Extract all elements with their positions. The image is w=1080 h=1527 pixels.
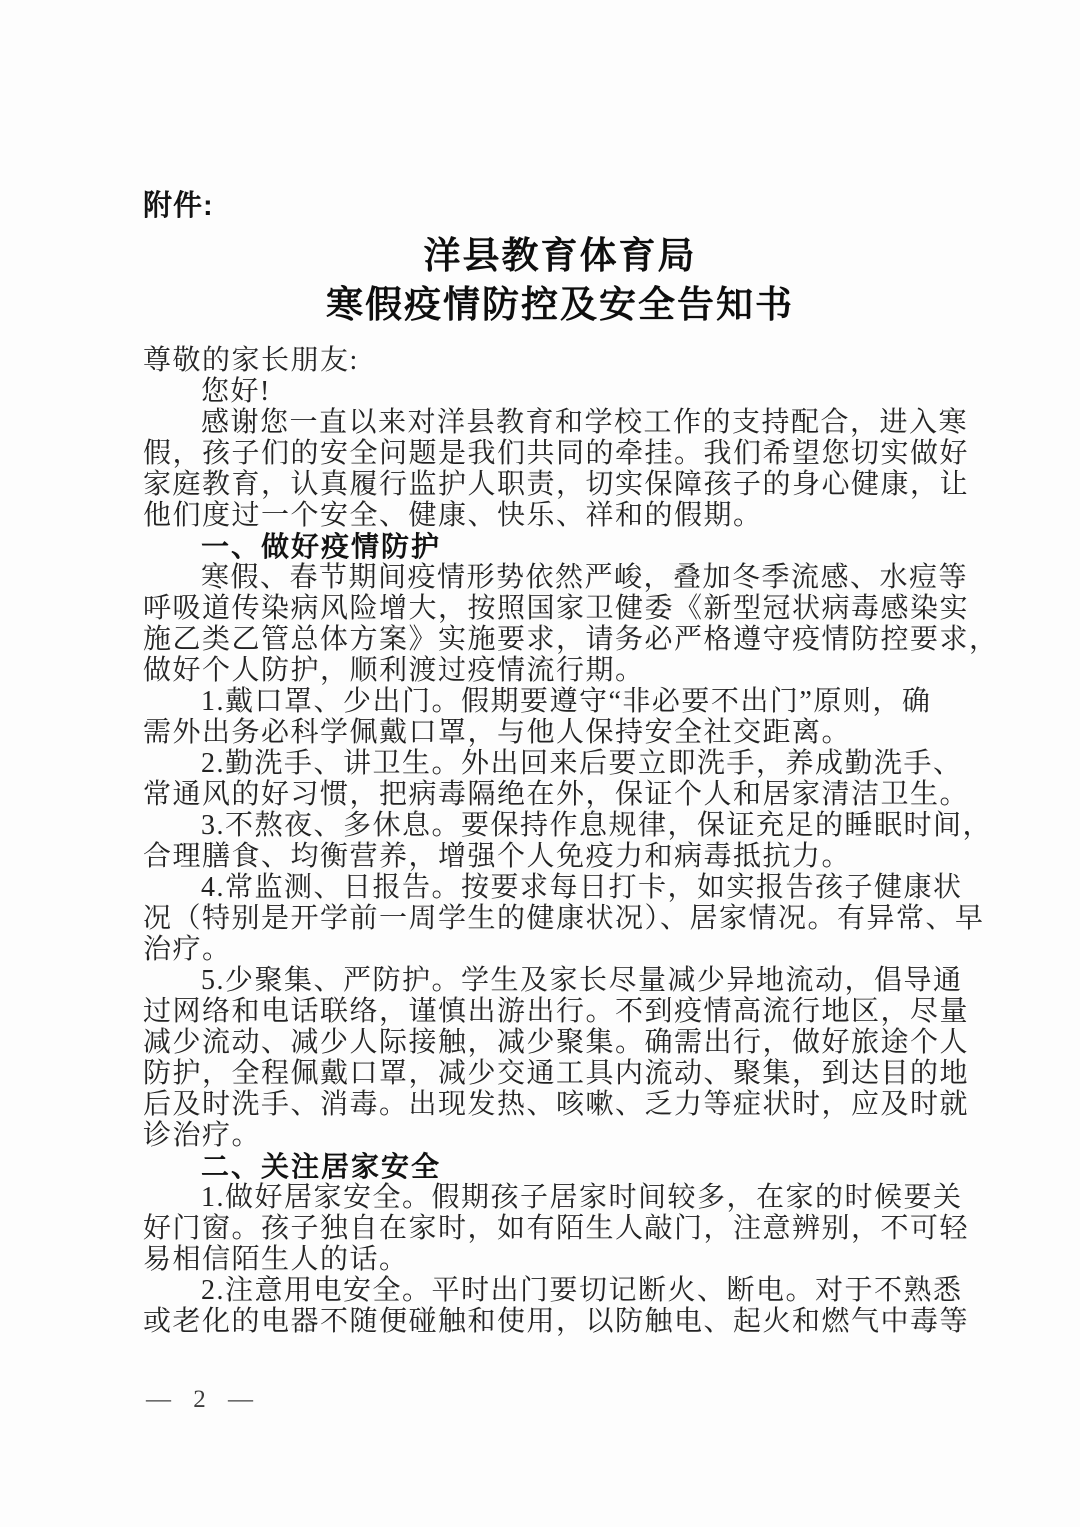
section-1-item-5-line: 后及时洗手、消毒。出现发热、咳嗽、乏力等症状时，应及时就 <box>143 1089 970 1120</box>
section-2-item-1-line: 好门窗。孩子独自在家时，如有陌生人敲门，注意辨别，不可轻 <box>143 1213 970 1244</box>
section-2-item-1-line: 易相信陌生人的话。 <box>143 1244 409 1275</box>
section-1-item-2-line: 常通风的好习惯，把病毒隔绝在外，保证个人和居家清洁卫生。 <box>143 779 970 810</box>
section-1-item-1-line: 1.戴口罩、少出门。假期要遵守“非必要不出门”原则，确 <box>201 686 932 717</box>
title-line-2: 寒假疫情防控及安全告知书 <box>326 285 794 326</box>
greeting-line: 您好! <box>201 376 271 407</box>
section-2-item-2-line: 或老化的电器不随便碰触和使用，以防触电、起火和燃气中毒等 <box>143 1306 970 1337</box>
section-1-item-5-line: 5.少聚集、严防护。学生及家长尽量减少异地流动，倡导通 <box>201 965 963 996</box>
section-2-heading: 二、关注居家安全 <box>201 1151 442 1182</box>
section-1-item-4-line: 况（特别是开学前一周学生的健康状况）、居家情况。有异常、早 <box>143 903 985 934</box>
intro-line: 感谢您一直以来对洋县教育和学校工作的支持配合，进入寒 <box>201 407 969 438</box>
section-1-item-5-line: 过网络和电话联络，谨慎出游出行。不到疫情高流行地区，尽量 <box>143 996 970 1027</box>
section-2-item-1-line: 1.做好居家安全。假期孩子居家时间较多，在家的时候要关 <box>201 1182 963 1213</box>
intro-line: 假，孩子们的安全问题是我们共同的牵挂。我们希望您切实做好 <box>143 438 970 469</box>
intro-line: 家庭教育，认真履行监护人职责，切实保障孩子的身心健康，让 <box>143 469 970 500</box>
section-1-item-5-line: 诊治疗。 <box>143 1120 262 1151</box>
section-1-item-5-line: 减少流动、减少人际接触，减少聚集。确需出行，做好旅途个人 <box>143 1027 970 1058</box>
salutation-line: 尊敬的家长朋友: <box>143 345 359 376</box>
section-1-item-2-line: 2.勤洗手、讲卫生。外出回来后要立即洗手，养成勤洗手、 <box>201 748 963 779</box>
section-2-item-2-line: 2.注意用电安全。平时出门要切记断火、断电。对于不熟悉 <box>201 1275 963 1306</box>
section-1-intro-line: 做好个人防护，顺利渡过疫情流行期。 <box>143 655 645 686</box>
title-line-1: 洋县教育体育局 <box>423 236 697 277</box>
page-number: — 2 — <box>146 1386 261 1413</box>
document-body <box>143 345 999 1337</box>
section-1-item-4-line: 治疗。 <box>143 934 232 965</box>
section-1-item-3-line: 合理膳食、均衡营养，增强个人免疫力和病毒抵抗力。 <box>143 841 852 872</box>
section-1-item-4-line: 4.常监测、日报告。按要求每日打卡，如实报告孩子健康状 <box>201 872 963 903</box>
section-1-intro-line: 呼吸道传染病风险增大，按照国家卫健委《新型冠状病毒感染实 <box>143 593 970 624</box>
intro-line: 他们度过一个安全、健康、快乐、祥和的假期。 <box>143 500 763 531</box>
document-content <box>143 190 999 1337</box>
section-1-item-3-line: 3.不熬夜、多休息。要保持作息规律，保证充足的睡眠时间， <box>201 810 993 841</box>
document-title <box>143 232 977 330</box>
section-1-heading: 一、做好疫情防护 <box>201 531 442 562</box>
section-1-intro-line: 施乙类乙管总体方案》实施要求，请务必严格遵守疫情防控要求， <box>143 624 999 655</box>
attachment-label: 附件: <box>143 190 214 222</box>
section-1-intro-line: 寒假、春节期间疫情形势依然严峻，叠加冬季流感、水痘等 <box>201 562 969 593</box>
section-1-item-5-line: 防护，全程佩戴口罩，减少交通工具内流动、聚集，到达目的地 <box>143 1058 970 1089</box>
section-1-item-1-line: 需外出务必科学佩戴口罩，与他人保持安全社交距离。 <box>143 717 852 748</box>
